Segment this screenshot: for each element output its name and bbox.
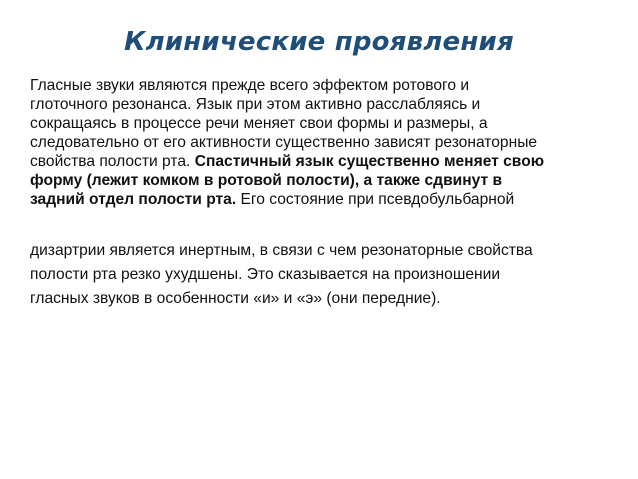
text-run: следовательно от его активности существенно зависят резонаторные bbox=[30, 134, 538, 151]
text-run: сокращаясь в процессе речи меняет свои формы и размеры, а bbox=[30, 115, 488, 132]
text-run: Гласные звуки являются прежде всего эффектом ротового и bbox=[30, 77, 470, 94]
text-line bbox=[30, 133, 612, 152]
text-run: Его состояние при псевдобульбарной bbox=[236, 191, 515, 208]
paragraph-1 bbox=[30, 76, 612, 209]
text-line bbox=[30, 190, 612, 209]
text-line: гласных звуков в особенности «и» и «э» (они передние). bbox=[30, 290, 441, 307]
slide-title: Клинические проявления bbox=[124, 27, 514, 57]
text-line bbox=[30, 171, 612, 190]
text-line: полости рта резко ухудшены. Это сказывается на произношении bbox=[30, 266, 501, 283]
text-line bbox=[30, 95, 612, 114]
text-line: дизартрии является инертным, в связи с чем резонаторные свойства bbox=[30, 242, 533, 259]
text-line bbox=[30, 76, 612, 95]
text-line bbox=[30, 114, 612, 133]
bold-text-run: форму (лежит комком в ротовой полости), а также сдвинут в bbox=[30, 172, 503, 189]
text-run: глоточного резонанса. Язык при этом активно расслабляясь и bbox=[30, 96, 481, 113]
text-line bbox=[30, 152, 612, 171]
bold-text-run: Спастичный язык существенно меняет свою bbox=[194, 153, 545, 170]
paragraph-2 bbox=[30, 239, 612, 311]
text-run: свойства полости рта. bbox=[30, 153, 195, 170]
bold-text-run: задний отдел полости рта. bbox=[30, 191, 237, 208]
